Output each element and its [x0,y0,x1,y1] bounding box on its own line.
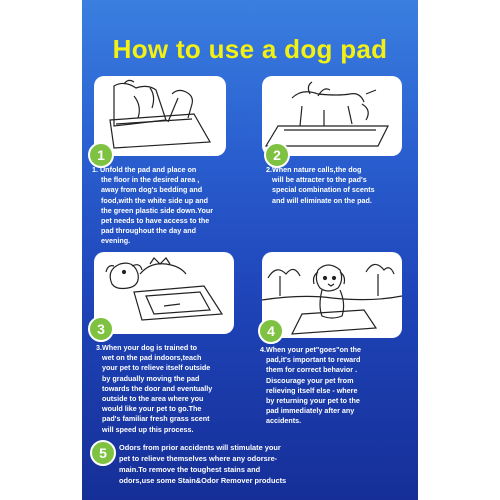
step-1-badge: 1 [88,142,114,168]
step-2-badge: 2 [264,142,290,168]
step-1-text [92,165,213,247]
step-1-line: 1. Unfold the pad and place on [92,165,197,174]
step-1-line: evening. [101,236,131,246]
step-5-text [119,442,409,486]
step-3-line: towards the door and eventually [102,383,213,393]
step-2-text [266,165,375,206]
step-1-line: pad throughout the day and [101,226,197,236]
step-3-line: will speed up this process. [102,424,194,434]
step-4-line: by returning your pet to the [266,396,360,406]
step-5-line: odors,use some Stain&Odor Remover products [119,476,287,485]
step-3-line: your pet to relieve itself outside [102,363,211,373]
step-4-text [260,345,361,427]
step-4-line: Discourage your pet from [266,375,354,385]
step-4-line: pad,it's important to reward [266,355,361,365]
step-4-line: 4.When your pet"goes"on the [260,345,362,354]
step-1-line: away from dog's bedding and [101,185,203,195]
step-5-line: pet to relieve themselves where any odorsre- [119,454,278,463]
step-2-line: 2.When nature calls,the dog [266,165,362,174]
step-4-line: them for correct behavior . [266,365,358,375]
step-5-line: Odors from prior accidents will stimulate your [119,443,281,452]
step-2-line: will be attracter to the pad's [272,175,367,185]
step-3-line: by gradually moving the pad [102,373,200,383]
unfold-pad-drawing [94,76,226,156]
step-3-text [96,343,212,435]
step-3-line: would like your pet to go.The [102,404,202,414]
step-1-line: pet needs to have access to the [101,216,210,226]
step-2-line: special combination of scents [272,185,375,195]
poster-title: How to use a dog pad [112,34,388,64]
dog-near-door-drawing [94,252,234,334]
step-1-illustration [94,76,226,156]
step-1-line: the floor in the desired area , [101,175,200,185]
step-1-line: the green plastic side down.Your [101,205,214,215]
step-1-line: food,with the white side up and [101,195,209,205]
dog-pad-instruction-poster [82,0,418,500]
step-4-line: pad immediately after any [266,406,355,416]
step-3-line: pad's familiar fresh grass scent [102,414,210,424]
step-5-line: main.To remove the toughest stains and [119,465,261,474]
step-4-line: relieving itself else - where [266,385,358,395]
step-3-line: 3.When your dog is trained to [96,343,198,352]
step-3-badge: 3 [88,316,114,342]
step-5-badge: 5 [90,440,116,466]
step-3-line: outside to the area where you [102,394,204,404]
step-4-line: accidents. [266,416,302,426]
step-2-line: and will eliminate on the pad. [272,195,372,205]
step-3-illustration [94,252,234,334]
step-4-badge: 4 [258,318,284,344]
step-3-line: wet on the pad indoors,teach [102,353,202,363]
